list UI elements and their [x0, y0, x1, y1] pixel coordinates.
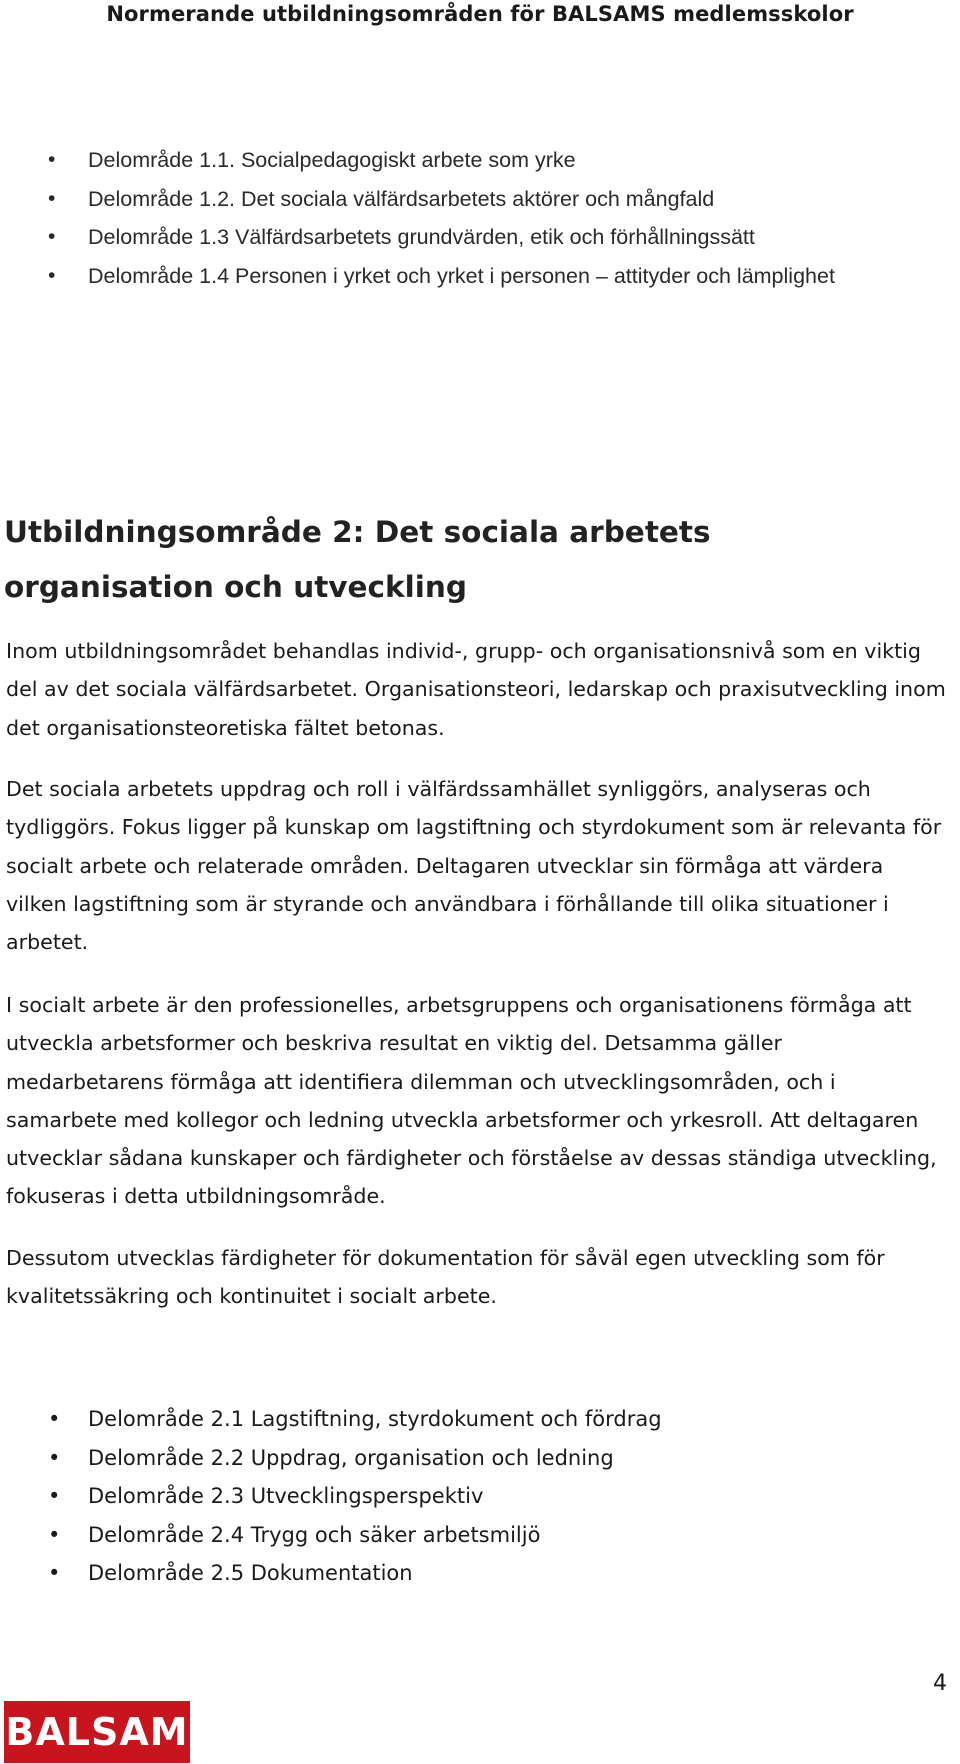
bullet-icon: •: [48, 225, 56, 248]
list-item-text: Delområde 1.2. Det sociala välfärdsarbetets aktörer och mångfald: [88, 186, 715, 211]
page-number: 4: [933, 1671, 947, 1696]
bullet-icon: •: [48, 1522, 61, 1547]
balsam-logo: [4, 1701, 190, 1763]
paragraph: Inom utbildningsområdet behandlas individ-, grupp- och organisationsnivå som en viktig del av det sociala välfärdsarbetet. Organisationsteori, ledarskap och praxisutveckling inom det organisationsteoretiska fältet betonas.: [6, 639, 946, 740]
list-item: [48, 141, 928, 180]
paragraph: I socialt arbete är den professionelles, arbetsgruppens och organisationens förmåga att utveckla arbetsformer och beskriva resultat en viktig del. Detsamma gäller medarbetarens förmåga att identifiera dilemman och utvecklingsområden, och i samarbete med kollegor och ledning utveckla arbetsformer och yrkesroll. Att deltagaren utvecklar sådana kunskaper och färdigheter och förståelse av dessas ständiga utveckling, fokuseras i detta utbildningsområde.: [6, 993, 937, 1209]
bullet-icon: •: [48, 1484, 61, 1509]
bullet-icon: •: [48, 148, 56, 171]
list-item: [48, 1477, 928, 1516]
bullet-icon: •: [48, 1407, 61, 1431]
section-heading: Utbildningsområde 2: Det sociala arbetets organisation och utveckling: [4, 515, 711, 604]
subarea-list-1: [48, 141, 928, 295]
list-item-text: Delområde 2.2 Uppdrag, organisation och ledning: [88, 1445, 614, 1470]
paragraph: Det sociala arbetets uppdrag och roll i välfärdssamhället synliggörs, analyseras och tydliggörs. Fokus ligger på kunskap om lagstiftning och styrdokument som är relevanta för socialt arbete och relaterade områden. Deltagaren utvecklar sin förmåga att värdera vilken lagstiftning som är styrande och användbara i förhållande till olika situationer i arbetet.: [6, 777, 942, 955]
list-item: [48, 1554, 928, 1593]
page-header: Normerande utbildningsområden för BALSAMS medlemsskolor: [106, 2, 854, 26]
list-item-text: Delområde 2.1 Lagstiftning, styrdokument och fördrag: [88, 1407, 662, 1431]
list-item: [48, 1516, 928, 1555]
list-item-text: Delområde 1.1. Socialpedagogiskt arbete som yrke: [88, 148, 576, 172]
list-item-text: Delområde 2.3 Utvecklingsperspektiv: [88, 1484, 484, 1509]
list-item-text: Delområde 1.3 Välfärdsarbetets grundvärden, etik och förhållningssätt: [88, 225, 755, 249]
list-item-text: Delområde 1.4 Personen i yrket och yrket i personen – attityder och lämplighet: [88, 263, 835, 288]
bullet-icon: •: [48, 186, 56, 210]
bullet-icon: •: [48, 1445, 61, 1470]
bullet-icon: •: [48, 1561, 61, 1586]
paragraph: Dessutom utvecklas färdigheter för dokumentation för såväl egen utveckling som för kvalitetssäkring och kontinuitet i socialt arbete.: [6, 1246, 885, 1309]
list-item: [48, 1439, 928, 1478]
list-item-text: Delområde 2.4 Trygg och säker arbetsmiljö: [88, 1522, 541, 1547]
bullet-icon: •: [48, 263, 56, 287]
list-item-text: Delområde 2.5 Dokumentation: [88, 1561, 413, 1586]
list-item: [48, 180, 928, 219]
logo-text: BALSAM: [5, 1710, 189, 1754]
list-item: [48, 257, 928, 296]
list-item: [48, 218, 928, 257]
subarea-list-2: [48, 1400, 928, 1593]
list-item: [48, 1400, 928, 1439]
